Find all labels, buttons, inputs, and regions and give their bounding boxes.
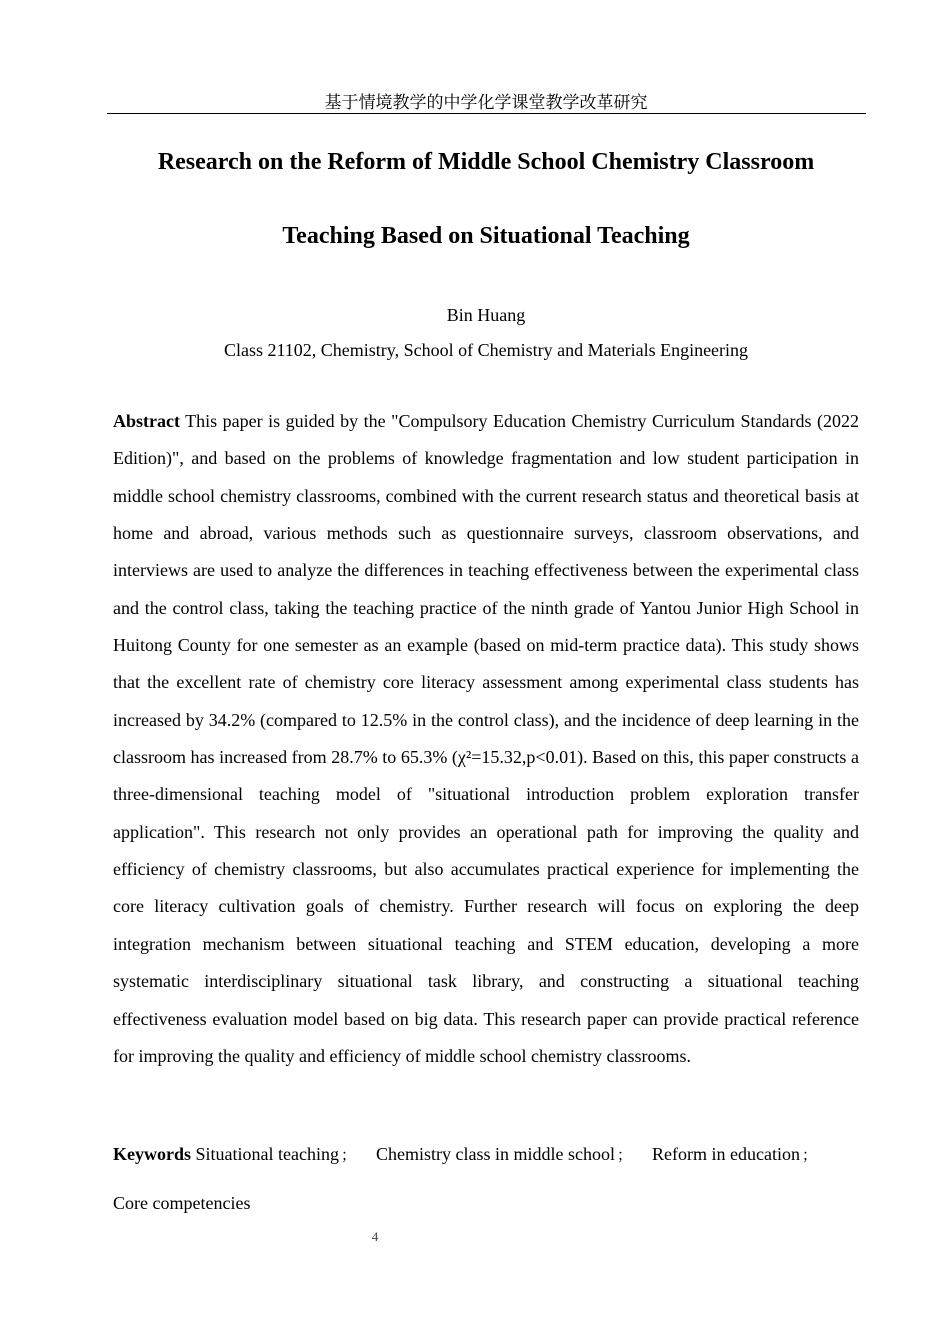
keywords-label: Keywords	[113, 1144, 191, 1164]
paper-title-line-2: Teaching Based on Situational Teaching	[282, 223, 690, 249]
abstract-text: This paper is guided by the "Compulsory Education Chemistry Curriculum Standards (2022 Edition)", and based on the problems of knowledge fragmentation and low student participation in middle school chemistry classrooms, combined with the current research status and theoretical basis at home and abroad, various methods such as questionnaire surveys, classroom observations, and interviews are used to analyze the differences in teaching effectiveness between the experimental class and the control class, taking the teaching practice of the ninth grade of Yantou Junior High School in Huitong County for one semester as an example (based on mid-term practice data). This study shows that the excellent rate of chemistry core literacy assessment among experimental class students has increased by 34.2% (compared to 12.5% in the control class), and the incidence of deep learning in the classroom has increased from 28.7% to 65.3% (χ²=15.32,p<0.01). Based on this, this paper constructs a three-dimensional teaching model of "situational introduction problem exploration transfer application". This research not only provides an operational path for improving the quality and efficiency of chemistry classrooms, but also accumulates practical experience for implementing the core literacy cultivation goals of chemistry. Further research will focus on exploring the deep integration mechanism between situational teaching and STEM education, developing a more systematic interdisciplinary situational task library, and constructing a situational teaching effectiveness evaluation model based on big data. This research paper can provide practical reference for improving the quality and efficiency of middle school chemistry classrooms.	[113, 411, 859, 1066]
paper-title-line-1: Research on the Reform of Middle School Chemistry Classroom	[157, 149, 815, 175]
keywords	[113, 1130, 859, 1227]
keyword-item: Core competencies	[113, 1193, 251, 1213]
abstract	[113, 403, 859, 1075]
keyword-item: Chemistry class in middle school	[375, 1144, 615, 1164]
header-rule	[107, 113, 866, 114]
author-affiliation: Class 21102, Chemistry, School of Chemistry and Materials Engineering	[223, 340, 749, 360]
page-number: 4	[371, 1229, 379, 1244]
keyword-separator: ；	[801, 1146, 817, 1164]
keyword-separator: ；	[616, 1146, 632, 1164]
keyword-separator: ；	[340, 1146, 356, 1164]
keyword-item: Reform in education	[651, 1144, 800, 1164]
running-header: 基于情境教学的中学化学课堂教学改革研究	[324, 93, 648, 113]
abstract-label: Abstract	[113, 411, 180, 431]
keyword-item: Situational teaching	[195, 1144, 339, 1164]
author-name: Bin Huang	[446, 305, 526, 325]
